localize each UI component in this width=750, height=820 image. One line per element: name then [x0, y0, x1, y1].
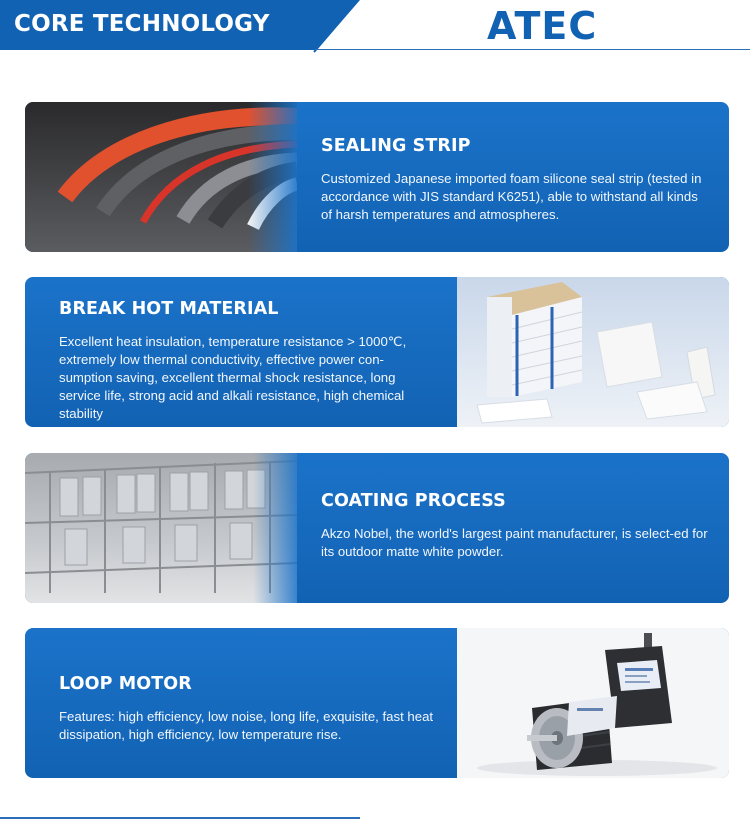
feature-card-loop-motor: [25, 628, 729, 778]
feature-card-break-hot-material: [25, 277, 729, 427]
sealing-strip-photo: [25, 102, 297, 252]
card-title: COATING PROCESS: [321, 491, 506, 511]
page-title: CORE TECHNOLOGY: [14, 11, 270, 37]
card-title: BREAK HOT MATERIAL: [59, 299, 279, 319]
header-slash-decoration: [300, 0, 380, 54]
footer-divider: [0, 817, 360, 819]
card-title: SEALING STRIP: [321, 136, 471, 156]
feature-card-coating-process: [25, 453, 729, 603]
page-header: [0, 0, 750, 52]
card-text: [59, 674, 435, 744]
card-text: [321, 491, 711, 561]
card-description: Akzo Nobel, the world's largest paint manufacturer, is select-ed for its outdoor matte white powder.: [321, 526, 708, 559]
insulation-material-photo: [457, 277, 729, 427]
feature-card-sealing-strip: [25, 102, 729, 252]
card-description: Customized Japanese imported foam silicone seal strip (tested in accordance with JIS standard K6251), able to withstand all kinds of harsh temperatures and atmospheres.: [321, 171, 702, 222]
coating-line-photo: [25, 453, 297, 603]
brand-logo: ATEC: [487, 4, 598, 48]
card-description: Excellent heat insulation, temperature resistance > 1000℃, extremely low thermal conductivity, effective power con-sumption saving, excellent thermal shock resistance, long service life, strong acid and alkali resistance, high chemical stability: [59, 334, 407, 421]
card-text: [59, 299, 431, 423]
header-divider: [315, 49, 750, 50]
card-description: Features: high efficiency, low noise, long life, exquisite, fast heat dissipation, high efficiency, low temperature rise.: [59, 709, 434, 742]
motor-photo: [457, 628, 729, 778]
card-text: [321, 136, 711, 224]
card-title: LOOP MOTOR: [59, 674, 192, 694]
